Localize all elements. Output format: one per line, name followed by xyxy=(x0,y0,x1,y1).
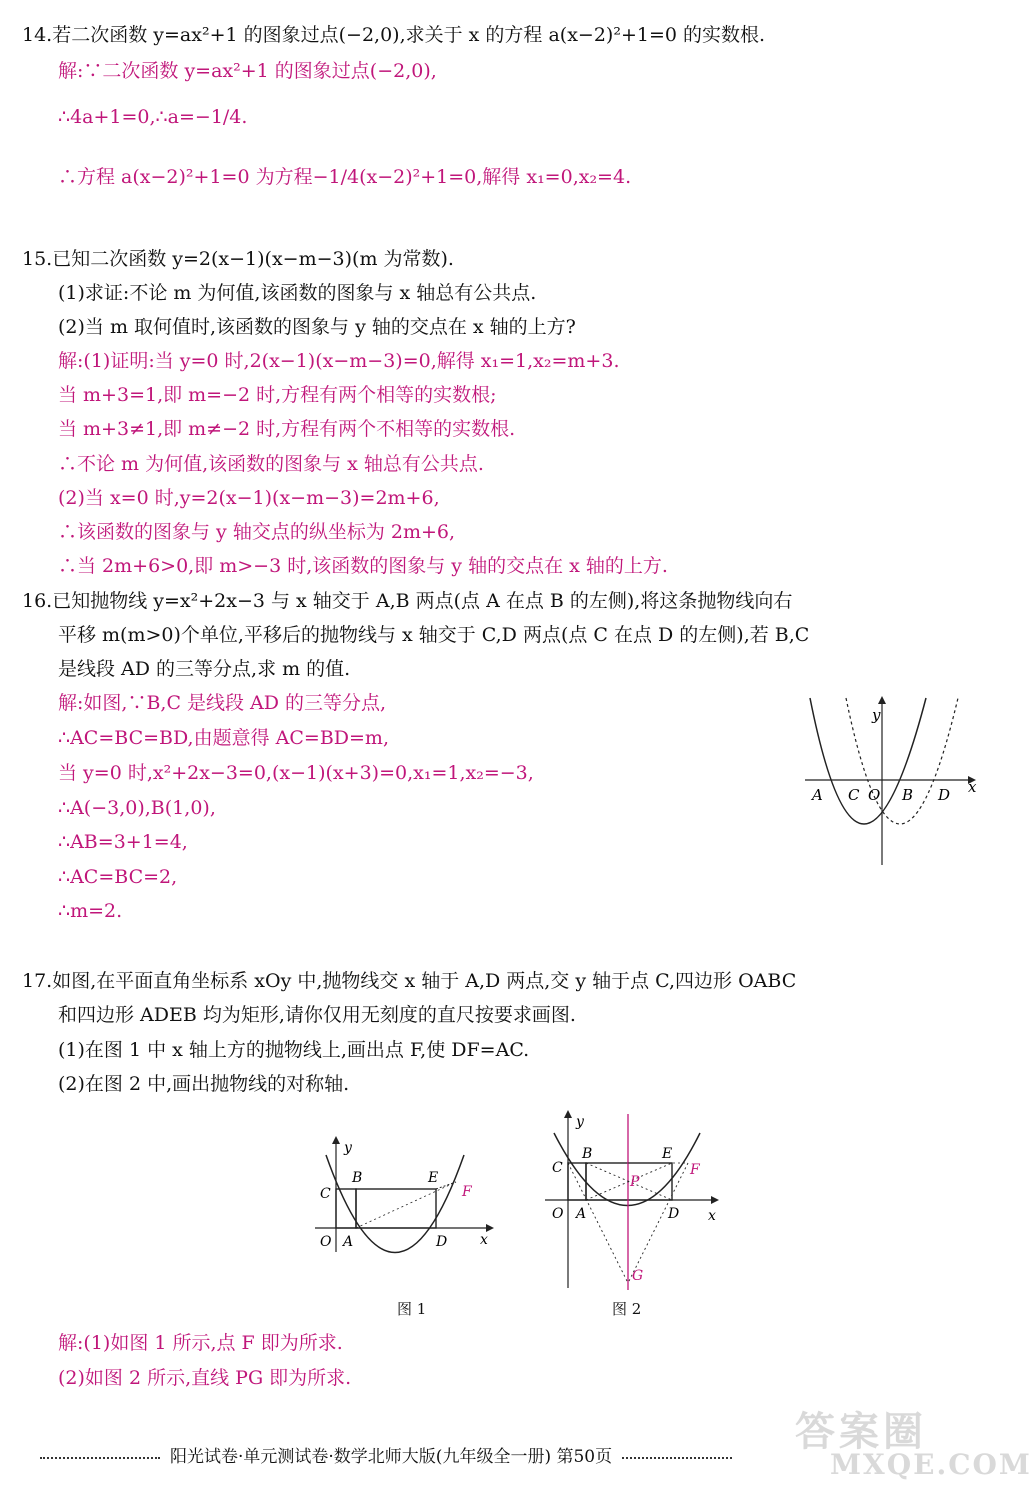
x-axis-arrow xyxy=(486,1224,494,1232)
construction-line-CG xyxy=(568,1163,628,1283)
q17-figure-2 xyxy=(540,1108,730,1293)
q15-solution-line-6: ∴该函数的图象与 y 轴交点的纵坐标为 2m+6, xyxy=(58,521,456,543)
original-parabola xyxy=(810,698,926,824)
label-G: G xyxy=(632,1268,644,1284)
q17-stem-line-1: 17.如图,在平面直角坐标系 xOy 中,抛物线交 x 轴于 A,D 两点,交 y 轴于点 C,四边形 OABC xyxy=(22,970,797,992)
q15-solution-line-1: 解:(1)证明:当 y=0 时,2(x−1)(x−m−3)=0,解得 x₁=1,x₂=m+3. xyxy=(58,350,620,372)
q15-solution-line-3: 当 m+3≠1,即 m≠−2 时,方程有两个不相等的实数根. xyxy=(58,418,516,440)
y-axis-arrow xyxy=(332,1136,340,1144)
q15-stem: 15.已知二次函数 y=2(x−1)(x−m−3)(m 为常数). xyxy=(22,248,454,270)
q15-solution-line-4: ∴不论 m 为何值,该函数的图象与 x 轴总有公共点. xyxy=(58,453,484,475)
q15-solution-line-2: 当 m+3=1,即 m=−2 时,方程有两个相等的实数根; xyxy=(58,384,497,406)
q17-part-2: (2)在图 2 中,画出抛物线的对称轴. xyxy=(58,1073,350,1095)
watermark-logo: 答案圈 xyxy=(795,1408,927,1455)
y-axis-arrow xyxy=(564,1110,572,1118)
label-O: O xyxy=(320,1234,332,1250)
q14-solution-line-2: ∴4a+1=0,∴a=−1/4. xyxy=(58,106,248,128)
label-y: y xyxy=(872,706,881,724)
q16-solution-line-7: ∴m=2. xyxy=(58,900,123,922)
label-F: F xyxy=(690,1162,700,1178)
q14-stem: 14.若二次函数 y=ax²+1 的图象过点(−2,0),求关于 x 的方程 a(x−2)²+1=0 的实数根. xyxy=(22,24,766,46)
label-E: E xyxy=(428,1170,439,1186)
x-axis-arrow xyxy=(711,1196,719,1204)
rectangle-OABC xyxy=(336,1189,356,1228)
figure-1-caption: 图 1 xyxy=(397,1300,427,1318)
q15-part-2: (2)当 m 取何值时,该函数的图象与 y 轴的交点在 x 轴的上方? xyxy=(58,316,576,338)
q14-solution-line-1: 解:∵二次函数 y=ax²+1 的图象过点(−2,0), xyxy=(58,60,437,82)
q16-stem-line-3: 是线段 AD 的三等分点,求 m 的值. xyxy=(58,658,351,680)
label-B: B xyxy=(352,1170,363,1186)
q16-solution-line-6: ∴AC=BC=2, xyxy=(58,866,178,888)
q16-figure xyxy=(800,690,980,870)
parabola xyxy=(554,1133,700,1206)
q17-solution-line-1: 解:(1)如图 1 所示,点 F 即为所求. xyxy=(58,1332,343,1354)
q14-solution-line-3: ∴方程 a(x−2)²+1=0 为方程−1/4(x−2)²+1=0,解得 x₁=0,x₂=4. xyxy=(58,166,632,188)
footer-dots-left xyxy=(40,1457,160,1459)
label-B: B xyxy=(582,1146,593,1162)
footer-dots-right xyxy=(622,1457,732,1459)
label-B: B xyxy=(902,786,914,804)
label-O: O xyxy=(868,786,881,804)
q16-solution-line-4: ∴A(−3,0),B(1,0), xyxy=(58,797,216,819)
q15-solution-line-7: ∴当 2m+6>0,即 m>−3 时,该函数的图象与 y 轴的交点在 x 轴的上方. xyxy=(58,555,668,577)
label-C: C xyxy=(320,1186,331,1202)
q16-stem-line-2: 平移 m(m>0)个单位,平移后的抛物线与 x 轴交于 C,D 两点(点 C 在点 D 的左侧),若 B,C xyxy=(58,624,810,646)
q17-solution-line-2: (2)如图 2 所示,直线 PG 即为所求. xyxy=(58,1367,352,1389)
y-axis-arrow xyxy=(878,696,886,704)
watermark-url: MXQE.COM xyxy=(830,1448,1032,1481)
label-A: A xyxy=(576,1206,587,1222)
label-F: F xyxy=(462,1184,472,1200)
rectangle-ADEB xyxy=(356,1189,436,1228)
label-x: x xyxy=(968,778,977,796)
label-O: O xyxy=(552,1206,564,1222)
label-x: x xyxy=(708,1208,716,1224)
label-D: D xyxy=(436,1234,448,1250)
label-D: D xyxy=(668,1206,680,1222)
label-A: A xyxy=(343,1234,354,1250)
label-P: P xyxy=(630,1174,640,1190)
figure-2-caption: 图 2 xyxy=(612,1300,642,1318)
q16-stem-line-1: 16.已知抛物线 y=x²+2x−3 与 x 轴交于 A,B 两点(点 A 在点 B 的左侧),将这条抛物线向右 xyxy=(22,590,793,612)
q17-figure-1 xyxy=(310,1130,500,1260)
label-x: x xyxy=(480,1232,488,1248)
label-C: C xyxy=(848,786,860,804)
q17-part-1: (1)在图 1 中 x 轴上方的抛物线上,画出点 F,使 DF=AC. xyxy=(58,1039,530,1061)
label-C: C xyxy=(552,1160,563,1176)
q16-solution-line-3: 当 y=0 时,x²+2x−3=0,(x−1)(x+3)=0,x₁=1,x₂=−3, xyxy=(58,762,534,784)
shifted-parabola xyxy=(846,698,958,824)
q16-solution-line-1: 解:如图,∵B,C 是线段 AD 的三等分点, xyxy=(58,692,387,714)
label-D: D xyxy=(938,786,951,804)
q17-stem-line-2: 和四边形 ADEB 均为矩形,请你仅用无刻度的直尺按要求画图. xyxy=(58,1004,576,1026)
q16-solution-line-5: ∴AB=3+1=4, xyxy=(58,831,188,853)
q15-part-1: (1)求证:不论 m 为何值,该函数的图象与 x 轴总有公共点. xyxy=(58,282,537,304)
label-A: A xyxy=(812,786,823,804)
q16-solution-line-2: ∴AC=BC=BD,由题意得 AC=BD=m, xyxy=(58,727,389,749)
q15-solution-line-5: (2)当 x=0 时,y=2(x−1)(x−m−3)=2m+6, xyxy=(58,487,440,509)
footer-text: 阳光试卷·单元测试卷·数学北师大版(九年级全一册) 第50页 xyxy=(170,1447,613,1467)
label-y: y xyxy=(344,1140,352,1156)
label-E: E xyxy=(662,1146,673,1162)
label-y: y xyxy=(576,1114,584,1130)
